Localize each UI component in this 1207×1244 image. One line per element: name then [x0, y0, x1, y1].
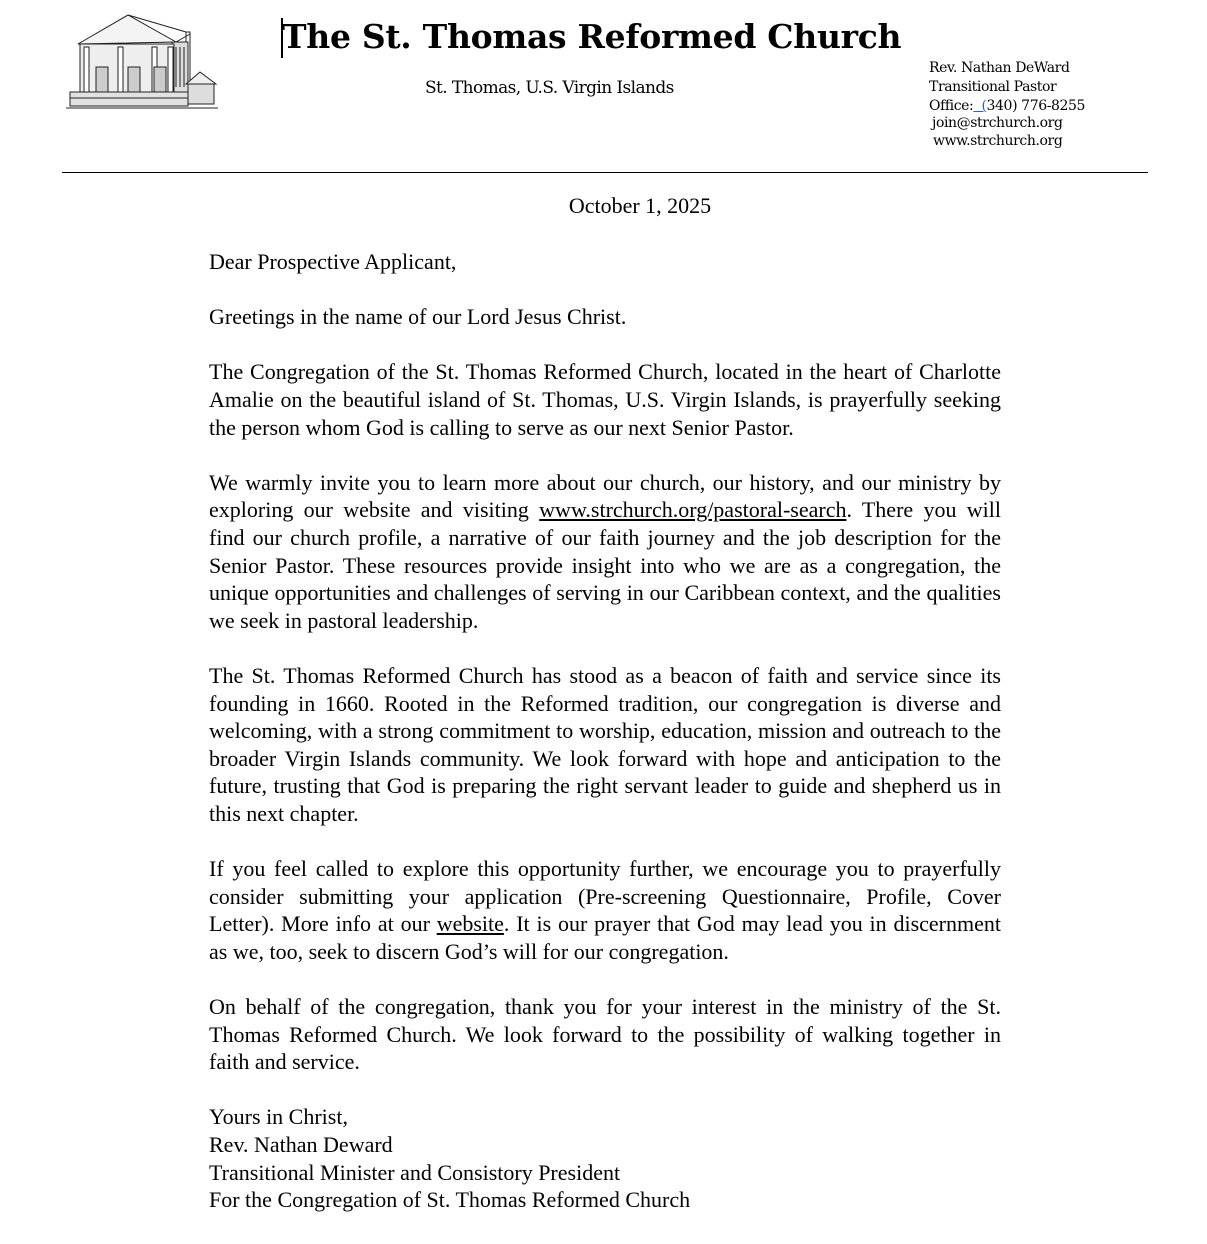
p2-text-before: We warmly invite you to learn more about our church, our history, and our ministry by exploring our website and visiting	[209, 469, 1001, 523]
contact-website: www.strchurch.org	[933, 133, 1063, 149]
church-location: St. Thomas, U.S. Virgin Islands	[425, 78, 674, 98]
p2-text-after: . There you will find our church profile, a narrative of our faith journey and the job description for the Senior Pastor. These resources provide insight into who we are as a congregation, the unique opportunities and challenges of serving in our Caribbean context, and the qualities we seek in pastoral leadership.	[209, 497, 1001, 633]
office-label: Office:	[929, 98, 974, 114]
contact-name: Rev. Nathan DeWard	[929, 60, 1070, 76]
p4-text-after: . It is our prayer that God may lead you in discernment as we, too, seek to discern God’s will for our congregation.	[209, 911, 1001, 964]
greeting: Greetings in the name of our Lord Jesus Christ.	[209, 304, 627, 330]
signer-org: For the Congregation of St. Thomas Reformed Church	[209, 1187, 691, 1213]
salutation: Dear Prospective Applicant,	[209, 249, 457, 274]
signer-title: Transitional Minister and Consistory President	[209, 1159, 621, 1185]
church-logo-icon	[66, 12, 220, 112]
letter-body	[209, 248, 1001, 1214]
contact-role: Transitional Pastor	[929, 79, 1057, 95]
contact-email: join@strchurch.org	[932, 115, 1063, 131]
website-link[interactable]: website	[436, 911, 504, 937]
paragraph-intro: The Congregation of the St. Thomas Reformed Church, located in the heart of Charlotte Amalie on the beautiful island of St. Thomas, U.S. Virgin Islands, is prayerfully seeking the person whom God is calling to serve as our next Senior Pastor.	[209, 359, 1001, 440]
paragraph-application	[209, 855, 1001, 965]
office-phone: 340) 776-8255	[986, 98, 1086, 114]
signer-name: Rev. Nathan Deward	[209, 1132, 393, 1157]
contact-block	[929, 59, 1085, 151]
pastoral-search-link[interactable]: www.strchurch.org/pastoral-search	[539, 497, 847, 523]
church-title: The St. Thomas Reformed Church	[282, 17, 902, 56]
paragraph-invitation	[209, 469, 1001, 635]
letter-date: October 1, 2025	[568, 193, 712, 218]
signature-block	[209, 1103, 1001, 1213]
header-divider	[62, 172, 1148, 173]
closing: Yours in Christ,	[209, 1104, 348, 1130]
p4-text-before: If you feel called to explore this opportunity further, we encourage you to prayerfully consider submitting your application (Pre-screening Questionnaire, Profile, Cover Letter). More info at our	[209, 856, 1001, 937]
paragraph-history: The St. Thomas Reformed Church has stood as a beacon of faith and service since its founding in 1660. Rooted in the Reformed tradition, our congregation is diverse and welcoming, with a strong commitment to worship, education, mission and outreach to the broader Virgin Islands community. We look forward with hope and anticipation to the future, trusting that God is preparing the right servant leader to guide and shepherd us in this next chapter.	[209, 662, 1001, 826]
phone-link-mark[interactable]: (	[973, 98, 987, 114]
paragraph-thanks: On behalf of the congregation, thank you for your interest in the ministry of the St. Thomas Reformed Church. We look forward to the possibility of walking together in faith and service.	[209, 994, 1001, 1075]
